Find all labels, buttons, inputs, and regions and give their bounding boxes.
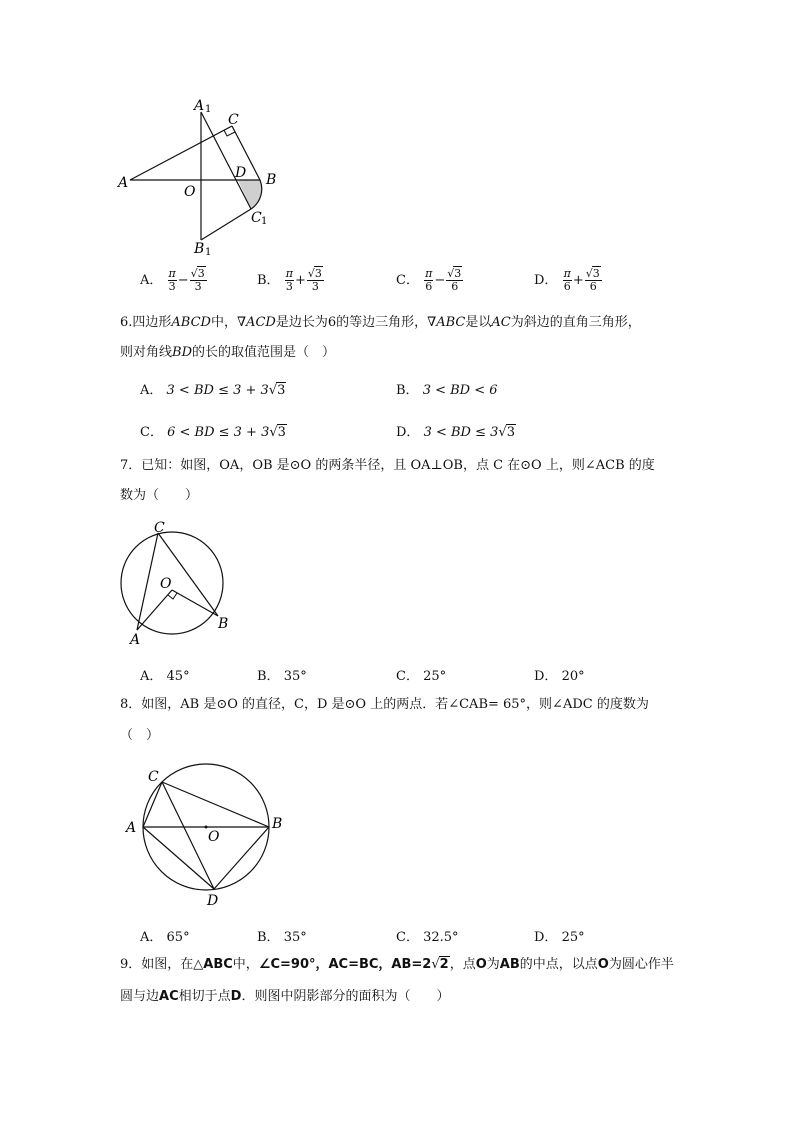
q8-option-b[interactable]: B． 35° [257,930,307,945]
option-letter: A． [140,273,163,288]
q8-stem-line2: （ ） [120,728,160,743]
label-D: D [207,893,219,909]
label-A: A [118,175,129,191]
label-C1: C [251,210,262,226]
q6-option-d[interactable]: D． 3 < BD ≤ 3√3 [396,425,515,440]
q6-option-a[interactable]: A． 3 < BD ≤ 3 + 3√3 [140,383,286,398]
option-letter: B． [257,273,280,288]
q8-option-c[interactable]: C． 32.5° [396,930,459,945]
label-A: A [130,632,141,648]
fraction: $\frac{\pi}{6}$ [563,267,571,293]
q8-option-a[interactable]: A． 65° [140,930,190,945]
label-C1-sub: 1 [261,216,268,227]
q6-option-b[interactable]: B． 3 < BD < 6 [396,383,498,398]
fraction: $\frac{√3}{3}$ [307,267,322,293]
label-O: O [208,829,220,845]
q6-option-c[interactable]: C． 6 < BD ≤ 3 + 3√3 [140,425,286,440]
fraction: $\frac{\pi}{6}$ [425,267,433,293]
figure-q5 [110,90,290,260]
q8-stem-line1: 8．如图，AB 是⊙O 的直径，C，D 是⊙O 上的两点．若∠CAB= 65°，则∠ADC 的度数为 [120,697,649,712]
q9-stem-line2: 圆与边AC相切于点D．则图中阴影部分的面积为（ ） [120,989,450,1004]
option-letter: C． [396,273,419,288]
q8-option-d[interactable]: D． 25° [534,930,585,945]
label-A1-sub: 1 [205,104,212,115]
label-B: B [272,816,283,832]
figure-q8 [118,762,293,910]
fraction: $\frac{√3}{6}$ [585,267,600,293]
q7-option-d[interactable]: D． 20° [534,669,585,684]
label-A1: A [194,98,205,114]
fraction: $\frac{√3}{3}$ [190,267,205,293]
q9-stem-line1: 9．如图，在△ABC中，∠C=90°，AC=BC，AB=2√2，点O为AB的中点，以点O为圆心作半 [120,957,674,972]
option-letter: D． [534,273,558,288]
figure-q7 [110,518,240,648]
q6-stem-line2: 则对角线BD的长的取值范围是（ ） [120,345,336,360]
fraction: $\frac{√3}{6}$ [447,267,462,293]
q7-stem-line2: 数为（ ） [120,488,199,503]
q5-option-d[interactable]: D． $\frac{\pi}{6}$ + $\frac{√3}{6}$ [534,267,600,293]
q7-option-b[interactable]: B． 35° [257,669,307,684]
label-B1-sub: 1 [205,247,212,258]
q5-option-c[interactable]: C． $\frac{\pi}{6}$ − $\frac{√3}{6}$ [396,267,462,293]
label-D: D [235,165,247,181]
q5-option-a[interactable]: A． $\frac{\pi}{3}$ − $\frac{√3}{3}$ [140,267,205,293]
q5-option-b[interactable]: B． $\frac{\pi}{3}$ + $\frac{√3}{3}$ [257,267,322,293]
label-C: C [154,520,165,536]
label-B: B [266,172,277,188]
q7-option-a[interactable]: A． 45° [140,669,190,684]
label-O: O [184,184,196,200]
q7-stem-line1: 7．已知：如图，OA，OB 是⊙O 的两条半径，且 OA⊥OB，点 C 在⊙O 上，则∠ACB 的度 [120,458,655,473]
label-B1: B [194,241,205,257]
fraction: $\frac{\pi}{3}$ [285,267,293,293]
shaded-region [238,180,262,209]
label-A: A [126,820,137,836]
label-O: O [160,576,172,592]
fraction: $\frac{\pi}{3}$ [168,267,176,293]
label-C: C [228,112,239,128]
label-B: B [218,616,229,632]
q7-option-c[interactable]: C． 25° [396,669,447,684]
q6-stem-line1: 6.四边形ABCD中，∇ACD是边长为6的等边三角形，∇ABC是以AC为斜边的直角三角形， [120,315,641,330]
label-C: C [148,769,159,785]
